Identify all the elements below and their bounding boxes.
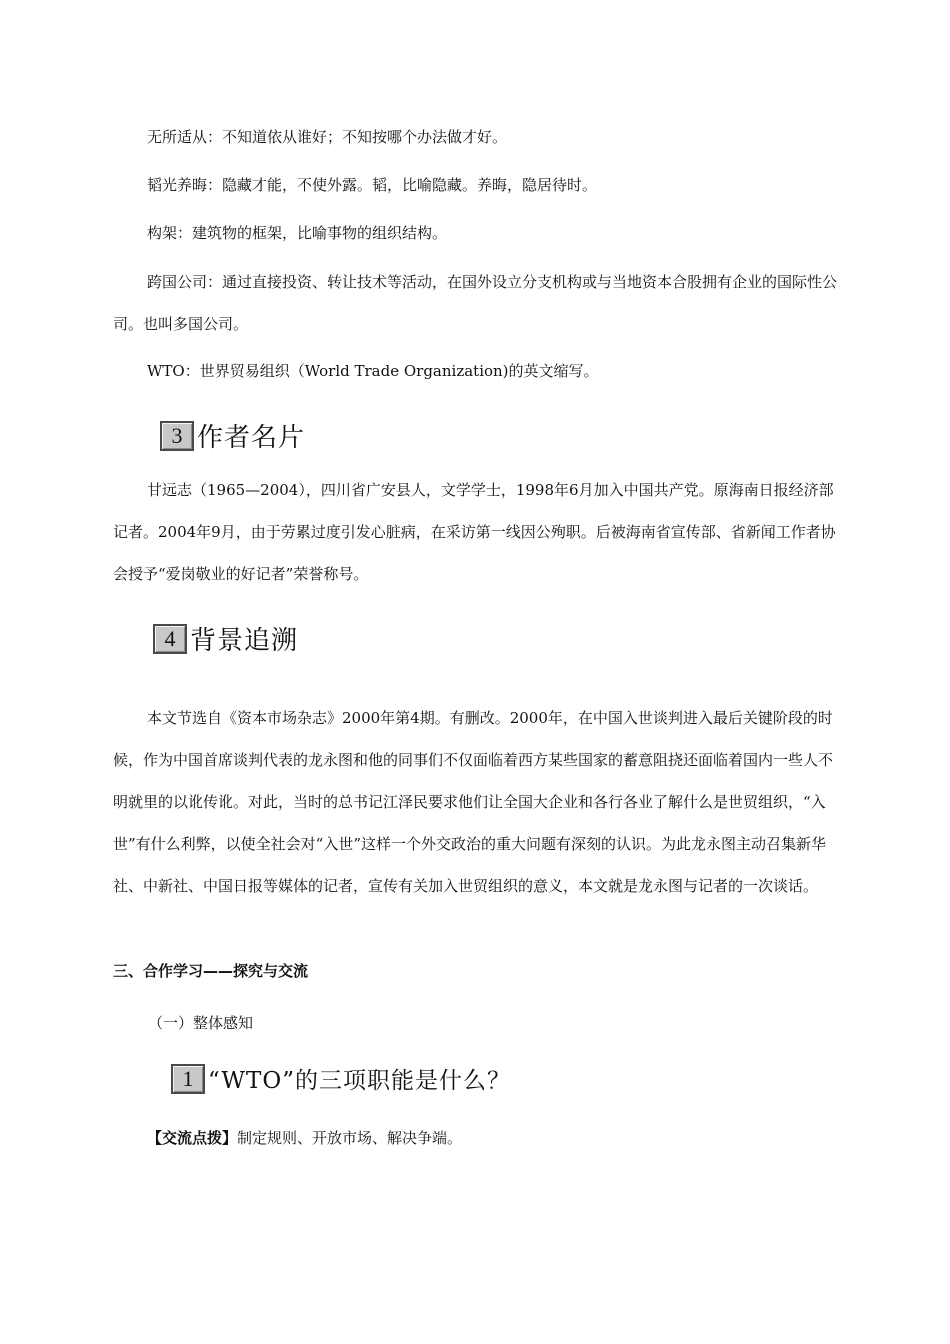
section-title: 背景追溯 (190, 626, 299, 656)
part-title: 三、合作学习——探究与交流 (113, 962, 309, 980)
question-number-badge: 1 (171, 1064, 205, 1094)
definition-goujia: 构架：建筑物的框架，比喻事物的组织结构。 (147, 224, 448, 242)
answer-text: 制定规则、开放市场、解决争端。 (237, 1129, 463, 1147)
definition-wto (113, 350, 837, 392)
author-bio: 甘远志（1965—2004），四川省广安县人，文学学士，1998年6月加入中国共产党。原海南日报经济部记者。2004年9月，由于劳累过度引发心脏病，在采访第一线因公殉职。后被海南省宣传部、省新闻工作者协会授予“爱岗敬业的好记者”荣誉称号。 (113, 481, 836, 583)
section-heading-author (160, 417, 305, 454)
definition-wto-text: WTO：世界贸易组织（World Trade Organization)的英文缩写。 (147, 362, 599, 380)
definition-wusuoshicong: 无所适从：不知道依从谁好；不知按哪个办法做才好。 (147, 128, 508, 146)
section-title: 作者名片 (197, 423, 306, 453)
section-heading-background (153, 620, 298, 657)
definition-taoguangyanghui: 韬光养晦：隐藏才能，不使外露。韬，比喻隐藏。养晦，隐居待时。 (147, 176, 598, 194)
question-text: “WTO”的三项职能是什么？ (208, 1068, 511, 1094)
question-heading (171, 1062, 511, 1095)
definition-kuaguogongsi: 跨国公司：通过直接投资、转让技术等活动，在国外设立分支机构或与当地资本合股拥有企业的国际性公司。也叫多国公司。 (113, 273, 838, 333)
answer-label: 【交流点拨】 (147, 1129, 238, 1147)
background-text: 本文节选自《资本市场杂志》2000年第4期。有删改。2000年，在中国入世谈判进入最后关键阶段的时候，作为中国首席谈判代表的龙永图和他的同事们不仅面临着西方某些国家的蓄意阻挠还面临着国内一些人不明就里的以讹传讹。对此，当时的总书记江泽民要求他们让全国大企业和各行各业了解什么是世贸组织，“入世”有什么利弊，以使全社会对“入世”这样一个外交政治的重大问题有深刻的认识。为此龙永图主动召集新华社、中新社、中国日报等媒体的记者，宣传有关加入世贸组织的意义，本文就是龙永图与记者的一次谈话。 (113, 709, 834, 895)
answer-paragraph (113, 1117, 837, 1159)
section-number-badge: 4 (153, 624, 187, 654)
section-number-badge: 3 (160, 421, 194, 451)
subsection-title: （一）整体感知 (148, 1014, 254, 1032)
